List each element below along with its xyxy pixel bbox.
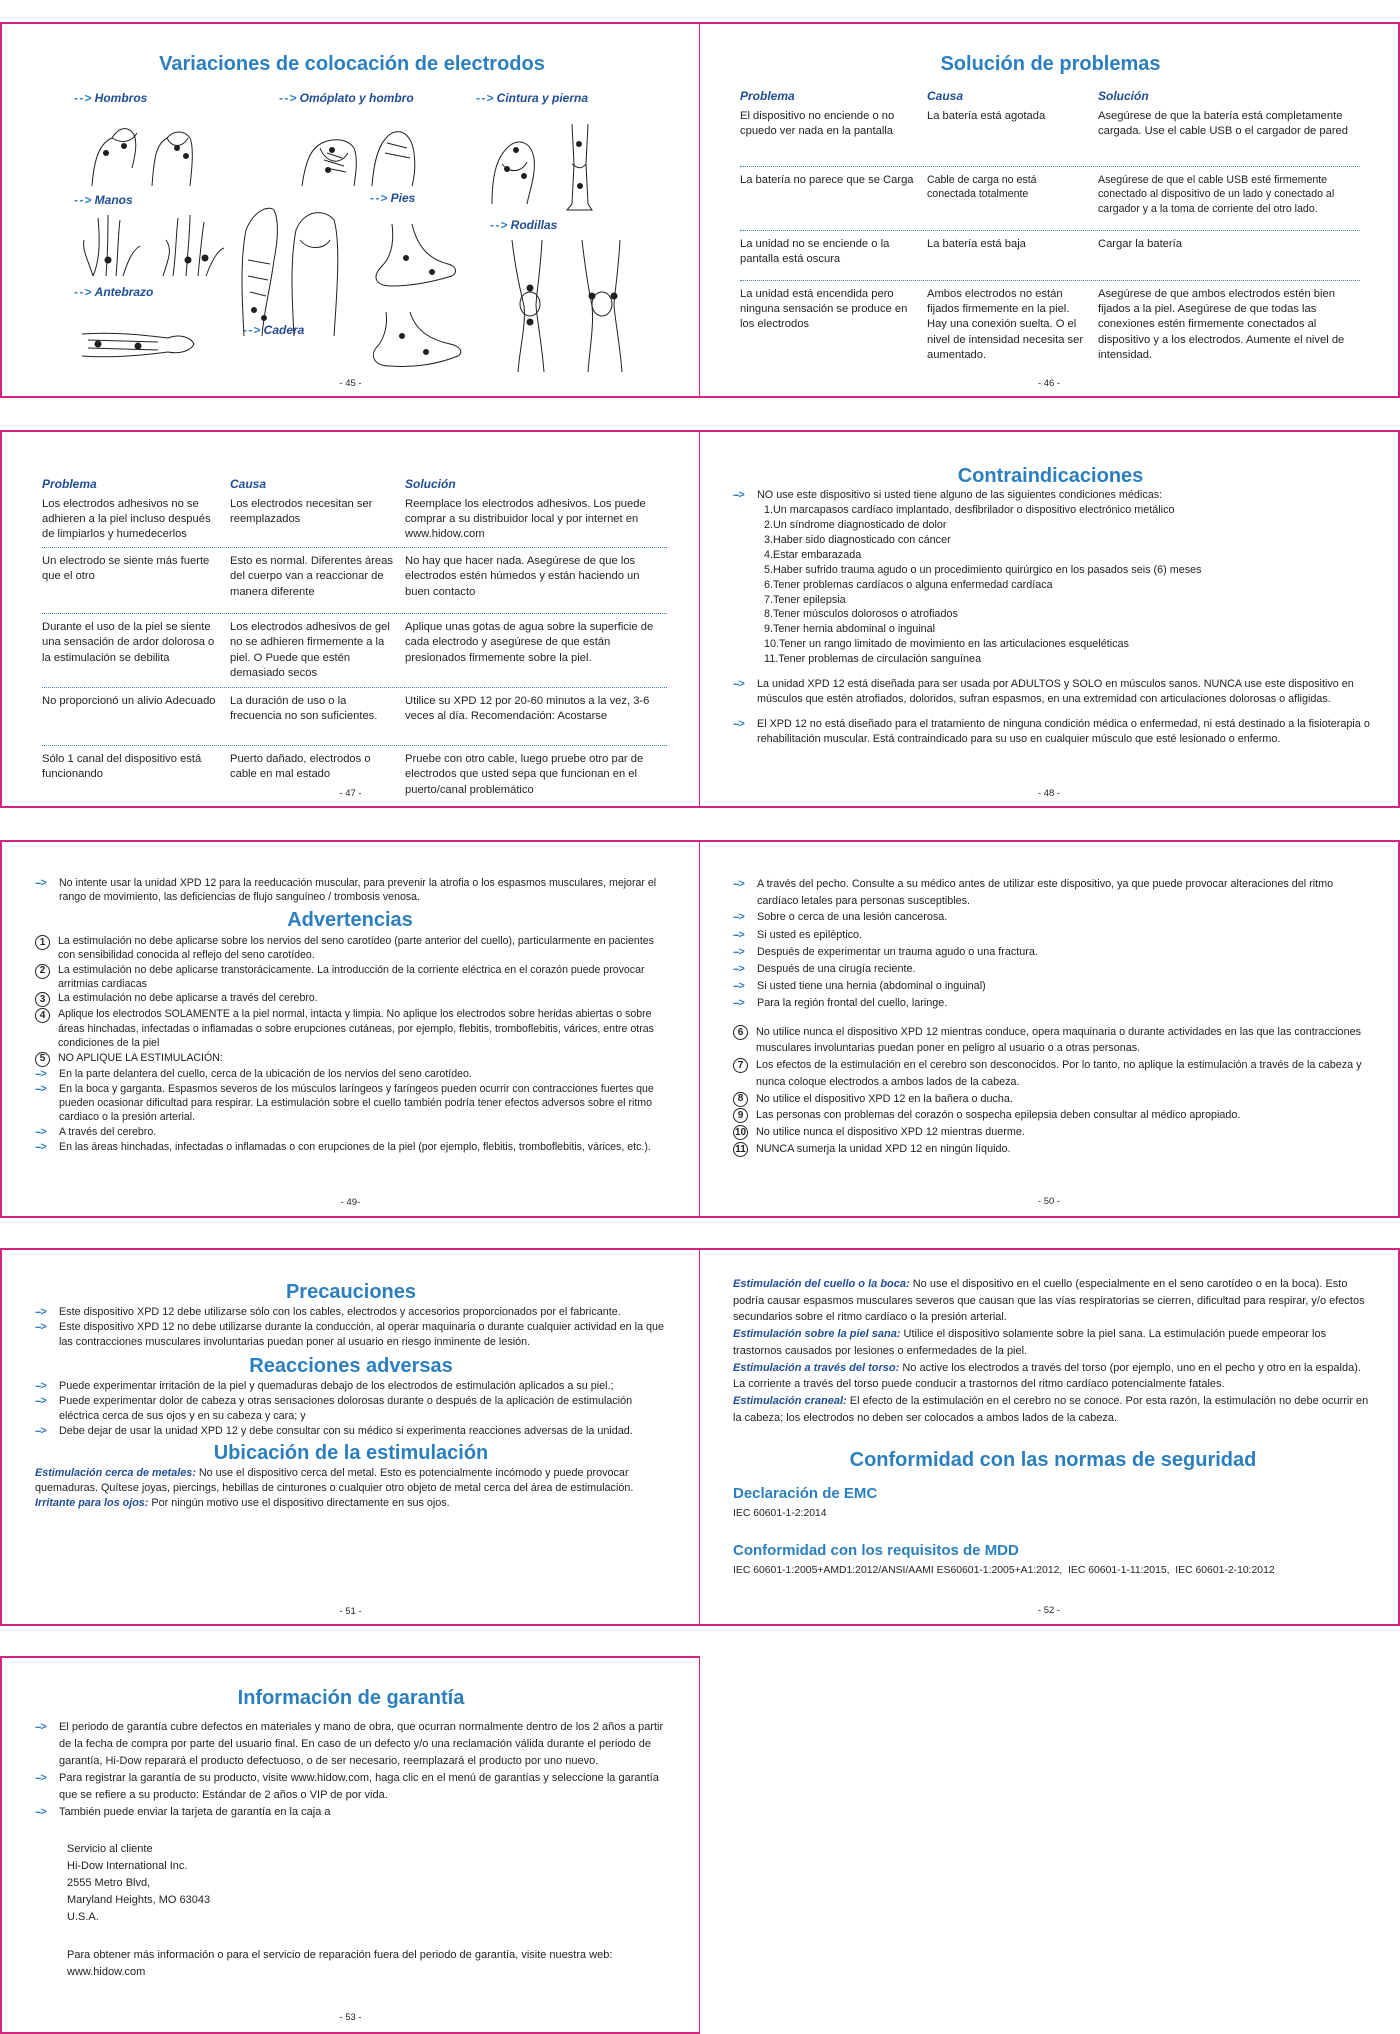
label-omoplato: - - > Omóplato y hombro <box>279 91 414 105</box>
paragraph: Estimulación del cuello o la boca: No use el dispositivo en el cuello (especialmente en el seno carotídeo o en la boca). Esto podría causar espasmos musculares severos que causan que las vías respiratorias se cierren, dificultad para respirar, y/o efectos secundarios sobre el ritmo cardíaco o la presión arterial. <box>733 1278 1365 1324</box>
arrow-icon: --> <box>733 489 744 501</box>
page-number: - 45 - <box>339 377 362 389</box>
warning-item: 3 La estimulación no debe aplicarse a través del cerebro. <box>35 991 665 1007</box>
paragraph: Estimulación craneal: El efecto de la estimulación en el cerebro no se conoce. Por esta razón, la estimulación no debe ocurrir en la cabeza; los electrodos no deben ser colocados a ambos lados de la cabeza. <box>733 1395 1369 1424</box>
page-number: - 53 - <box>339 2012 362 2024</box>
page-48 <box>699 430 1400 808</box>
label-pies: - - > Pies <box>370 191 416 205</box>
arrow-icon: --> <box>35 1424 46 1437</box>
arrow-icon: --> <box>35 877 46 889</box>
hands-illustration <box>78 210 228 278</box>
foot-side-illustration <box>366 306 466 372</box>
list-item: 11.Tener problemas de circulación sanguínea <box>764 653 982 666</box>
arrow-icon: --> <box>733 945 744 958</box>
hip-illustration <box>234 200 344 340</box>
page-number: - 52 - <box>1037 1604 1061 1616</box>
list-item: Puede experimentar irritación de la piel y quemaduras debajo de los electrodos de estimulación aplicados a su piel.; <box>59 1379 614 1392</box>
sub-item: En la boca y garganta. Espasmos severos de los músculos laríngeos y faríngeos pueden ocurrir con contracciones fuertes que pueden ocasionar dificultad para respirar. La estimulación sobre el cuello también podría tener efectos adversos sobre el ritmo cardiaco o la presión arterial. <box>59 1082 654 1124</box>
shoulders-illustration <box>82 108 202 188</box>
page-number: - 50 - <box>1037 1196 1061 1208</box>
sub-item: Si usted es epiléptico. <box>757 928 863 941</box>
warning-item: 11 NUNCA sumerja la unidad XPD 12 en ningún líquido. <box>733 1141 1373 1158</box>
label-cadera: - - > Cadera <box>243 323 305 337</box>
warning-item: 10 No utilice nunca el dispositivo XPD 12 mientras duerme. <box>734 1126 1025 1139</box>
address-line: Servicio al cliente <box>67 1843 153 1856</box>
list-item: Debe dejar de usar la unidad XPD 12 y debe consultar con su médico si experimenta reacciones adversas de la unidad. <box>59 1424 633 1437</box>
warning-item: 2 La estimulación no debe aplicarse transtorácicamente. La introducción de la corriente eléctrica en el corazón puede provocar arritmias cardiacas <box>35 963 665 992</box>
table-row: La unidad está encendida pero ninguna sensación se produce en los electrodos Ambos electrodos no están fijados firmemente en la piel. Hay una conexión suelta. O el nivel de intensidad necesita ser aumentado. Asegúrese de que ambos electrodos estén bien fijados a la piel. Asegúrese de que todas las conexiones estén firmemente conectados al dispositivo y a los electrodos. Aumente el nivel de intensidad. <box>740 287 1345 362</box>
address-line: 2555 Metro Blvd, <box>67 1877 151 1890</box>
col-header-solution: Solución <box>405 477 456 491</box>
arrow-icon: --> <box>733 996 744 1009</box>
col-header-solution: Solución <box>1098 89 1149 103</box>
warning-item: 8 No utilice el dispositivo XPD 12 en la bañera o ducha. <box>733 1091 1373 1108</box>
table-row: La batería no parece que se Carga Cable de carga no está conectada totalmente Asegúrese de que el cable USB esté firmemente conectado al dispositivo de un lado y conectado al cargador y a la toma de corriente del otro lado. <box>740 173 1360 231</box>
section-title-precauciones: Precauciones <box>285 1281 417 1303</box>
address-line: Hi-Dow International Inc. <box>67 1860 188 1873</box>
table-row: Durante el uso de la piel se siente una sensación de ardor dolorosa o la estimulación se debilita Los electrodos adhesivos de gel no se adhieren firmemente a la piel. O Puede que estén demasiado secos Aplique unas gotas de agua sobre la superficie de cada electrodo y asegúrese de que están presionados firmemente sobre la piel. <box>42 620 667 688</box>
label-cintura: - - > Cintura y pierna <box>476 91 589 105</box>
paragraph: Estimulación a través del torso: No active los electrodos a través del torso (por ejemplo, uno en el pecho y otro en la espalda). La corriente a través del torso puede conducir a trastornos del ritmo cardíaco potencialmente fatales. <box>733 1361 1361 1391</box>
contra-intro: NO use este dispositivo si usted tiene alguno de las siguientes condiciones médicas: <box>757 489 1163 501</box>
more-info: Para obtener más información o para el servicio de reparación fuera del periodo de garantía, visite nuestra web: www.hidow.com <box>67 1948 613 1978</box>
page-47 <box>0 430 700 808</box>
page-number: - 48 - <box>1037 787 1061 799</box>
section-title-advertencias: Advertencias <box>287 908 413 931</box>
sub-item: Después de una cirugía reciente. <box>757 962 916 975</box>
page-50 <box>699 840 1400 1218</box>
arrow-icon: --> <box>733 717 744 730</box>
sub-item: En las áreas hinchadas, infectadas o inflamadas o con erupciones de la piel (por ejemplo, flebitis, tromboflebitis, várices, etc.). <box>59 1140 651 1153</box>
list-item: 3.Haber sido diagnosticado con cáncer <box>764 533 951 546</box>
warning-item: 5 NO APLIQUE LA ESTIMULACIÓN: <box>35 1051 665 1067</box>
table-row: Un electrodo se siente más fuerte que el otro Esto es normal. Diferentes áreas del cuerpo van a reaccionar de manera diferente No hay que hacer nada. Asegúrese de que los electrodos estén húmedos y están haciendo un buen contacto <box>42 554 667 614</box>
paragraph: Estimulación sobre la piel sana: Utilice el dispositivo solamente sobre la piel sana. La estimulación puede empeorar los trastornos causados por lesiones o enfermedades de la piel. <box>733 1328 1327 1357</box>
emc-value: IEC 60601-1-2:2014 <box>733 1508 827 1520</box>
list-item: También puede enviar la tarjeta de garantía en la caja a <box>59 1806 331 1819</box>
warning-item: 4 Aplique los electrodos SOLAMENTE a la piel normal, intacta y limpia. No aplique los electrodos sobre heridas abiertas o sobre áreas hinchadas, infectadas o inflamadas o sobre erupciones cutáneas, por ejemplo, flebitis, tromboflebitis, várices, entre otras condiciones de la piel <box>35 1007 665 1050</box>
mdd-value: IEC 60601-1:2005+AMD1:2012/ANSI/AAMI ES60601-1:2005+A1:2012, IEC 60601-1-11:2015, IEC 60601-2-10:2012 <box>733 1564 1275 1576</box>
list-item: 2.Un síndrome diagnosticado de dolor <box>764 519 947 532</box>
arrow-icon: --> <box>733 979 744 992</box>
list-item: Para registrar la garantía de su producto, visite www.hidow.com, haga clic en el menú de garantías y seleccione la garantía que se refiere a su producto: Estándar de 2 años o VIP de por vida. <box>59 1772 659 1802</box>
list-item: 9.Tener hernia abdominal o inguinal <box>764 623 936 636</box>
label-hombros: - - > Hombros <box>74 91 148 105</box>
label-manos: - - > Manos <box>74 193 133 207</box>
table-row: La unidad no se enciende o la pantalla está oscura La batería está baja Cargar la batería <box>740 237 1360 281</box>
page-number: - 51 - <box>339 1605 362 1617</box>
address-line: U.S.A. <box>67 1911 99 1924</box>
list-item: 4.Estar embarazada <box>764 548 862 561</box>
arrow-icon: --> <box>733 911 744 924</box>
troubleshoot-table-continued <box>42 476 667 808</box>
col-header-cause: Causa <box>927 89 964 103</box>
col-header-problem: Problema <box>42 477 97 491</box>
arrow-icon: --> <box>35 1806 46 1819</box>
arrow-icon: --> <box>733 878 744 890</box>
address-block <box>35 1841 667 1926</box>
list-item: 7.Tener epilepsia <box>764 593 846 606</box>
warning-intro: No intente usar la unidad XPD 12 para la reeducación muscular, para prevenir la atrofia o los espasmos musculares, mejorar el rango de movimiento, las deficiencias de flujo sanguíneo / trombosis venosa. <box>59 877 657 904</box>
arrow-icon: --> <box>35 1082 46 1095</box>
list-item: El periodo de garantía cubre defectos en materiales y mano de obra, que ocurran normalmente dentro de los 2 años a partir de la fecha de compra por parte del usuario final. En caso de un defecto y/o una reclamación válida durante el periodo de garantía, Hi-Dow reparará el producto defectuoso, o de ser necesario, reemplazará el producto por uno nuevo. <box>59 1721 664 1768</box>
arrow-icon: --> <box>35 1379 46 1392</box>
page-53 <box>0 1656 700 2034</box>
warning-item: 6 No utilice nunca el dispositivo XPD 12 mientras conduce, opera maquinaria o durante actividades en las que las contracciones musculares involuntarias puedan poner en peligro al usuario o a otras personas. <box>733 1024 1373 1057</box>
paragraph: Estimulación cerca de metales: No use el dispositivo cerca del metal. Esto es potencialmente incómodo y puede provocar quemaduras. Quítese joyas, piercings, hebillas de cinturones o cualquier otro objeto de metal cerca del área de estimulación. <box>35 1467 634 1494</box>
sub-item: Si usted tiene una hernia (abdominal o inguinal) <box>757 979 986 992</box>
arrow-icon: --> <box>35 1395 46 1408</box>
arrow-icon: --> <box>35 1140 46 1153</box>
scapula-illustration <box>292 108 422 188</box>
sub-item: Para la región frontal del cuello, laringe. <box>757 996 948 1009</box>
section-title-reacciones: Reacciones adversas <box>249 1354 453 1377</box>
page-number: - 46 - <box>1037 377 1061 389</box>
label-rodillas: - - > Rodillas <box>490 218 558 232</box>
emc-heading: Declaración de EMC <box>733 1485 878 1503</box>
troubleshoot-table <box>740 88 1360 374</box>
list-item: 8.Tener músculos dolorosos o atrofiados <box>764 608 958 621</box>
label-antebrazo: - - > Antebrazo <box>74 285 154 299</box>
list-item: 5.Haber sufrido trauma agudo o un procedimiento quirúrgico en los pasados seis (6) meses <box>764 563 1202 576</box>
col-header-problem: Problema <box>740 89 795 103</box>
contra-list <box>733 503 1373 667</box>
contra-para-3: El XPD 12 no está diseñado para el tratamiento de ninguna condición médica o enfermedad, ni está destinado a la fisioterapia o rehabilitación muscular. Está contraindicado para su uso en cualquier músculo que esté lesionado o enfermo. <box>757 717 1370 745</box>
arrow-icon: --> <box>35 1067 46 1080</box>
list-item: Este dispositivo XPD 12 no debe utilizarse durante la conducción, al operar maquinaria o durante cualquier actividad en la que las contracciones musculares involuntarias puedan poner al usuario en riesgo inminente de lesión. <box>59 1321 665 1349</box>
arrow-icon: --> <box>35 1772 46 1785</box>
col-header-cause: Causa <box>230 477 267 491</box>
list-item: Puede experimentar dolor de cabeza y otras sensaciones dolorosas durante o después de la aplicación de estimulación eléctrica cerca de sus ojos y en su cabeza y cara; y <box>59 1395 633 1423</box>
knees-illustration <box>502 236 642 376</box>
paragraph: Irritante para los ojos: Por ningún motivo use el dispositivo directamente en sus ojos. <box>35 1496 450 1509</box>
list-item: 10.Tener un rango limitado de movimiento en las articulaciones esqueléticas <box>764 638 1129 651</box>
contra-para-2: La unidad XPD 12 está diseñada para ser usada por ADULTOS y SOLO en músculos sanos. NUNCA use este dispositivo en músculos que estén atrofiados, doloridos, sufran espasmos, en una extremidad con articulaciones dolorosas o afligidas. <box>757 677 1354 705</box>
waist-leg-illustration <box>472 114 642 214</box>
arrow-icon: --> <box>35 1306 46 1318</box>
section-title-ubicacion: Ubicación de la estimulación <box>213 1442 489 1465</box>
sub-item: Sobre o cerca de una lesión cancerosa. <box>757 911 948 924</box>
page-title: Contraindicaciones <box>957 465 1144 487</box>
page-46 <box>699 22 1400 398</box>
sub-item: En la parte delantera del cuello, cerca de la ubicación de los nervios del seno carotídeo. <box>59 1067 472 1080</box>
arrow-icon: --> <box>35 1321 46 1334</box>
page-52 <box>699 1248 1400 1626</box>
sub-item: Después de experimentar un trauma agudo o una fractura. <box>757 945 1038 958</box>
section-title-conformidad: Conformidad con las normas de seguridad <box>849 1449 1257 1472</box>
list-item: 6.Tener problemas cardíacos o alguna enfermedad cardíaca <box>764 578 1053 591</box>
page-number: - 47 - <box>339 787 362 799</box>
page-45 <box>0 22 700 398</box>
warning-item: 7 Los efectos de la estimulación en el cerebro son desconocidos. Por lo tanto, no aplique la estimulación a través de la cabeza y nunca coloque electrodos a ambos lados de la cabeza. <box>733 1057 1373 1090</box>
warning-item: 9 Las personas con problemas del corazón o sospecha epilepsia deben consultar al médico apropiado. <box>733 1107 1373 1124</box>
page-49 <box>0 840 700 1218</box>
page-51 <box>0 1248 700 1626</box>
page-title: Solución de problemas <box>940 53 1161 75</box>
table-row: Los electrodos adhesivos no se adhieren a la piel incluso después de limpiarlos y humedecerlos Los electrodos necesitan ser reemplazados Reemplace los electrodos adhesivos. Los puede comprar a su distribuidor local y por internet en www.hidow.com <box>42 497 667 548</box>
list-item: 1.Un marcapasos cardíaco implantado, desfibrilador o dispositivo electrónico metálico <box>764 504 1175 517</box>
sub-item: A través del cerebro. <box>59 1125 157 1138</box>
arrow-icon: --> <box>733 928 744 941</box>
page-number: - 49- <box>340 1197 361 1209</box>
forearm-illustration <box>78 304 198 380</box>
table-row: Sólo 1 canal del dispositivo está funcionando Puerto dañado, electrodos o cable en mal estado Pruebe con otro cable, luego pruebe otro par de electrodos que usted sepa que funcionan en el puerto/canal problemático <box>42 752 644 796</box>
sub-item: A través del pecho. Consulte a su médico antes de utilizar este dispositivo, ya que puede provocar alteraciones del ritmo cardíaco letales para personas susceptibles. <box>757 878 1334 907</box>
table-row: El dispositivo no enciende o no cpuedo ver nada en la pantalla La batería está agotada Asegúrese de que la batería está completamente cargada. Use el cable USB o el cargador de pared <box>740 109 1360 167</box>
table-row: No proporcionó un alivio Adecuado La duración de uso o la frecuencia no son suficientes. Utilice su XPD 12 por 20-60 minutos a la vez, 3-6 veces al día. Recomendación: Acostarse <box>42 694 667 746</box>
warning-item: 1 La estimulación no debe aplicarse sobre los nervios del seno carotídeo (parte anterior del cuello), particularmente en pacientes con sensibilidad conocida al reflejo del seno carotídeo. <box>35 934 665 963</box>
mdd-heading: Conformidad con los requisitos de MDD <box>733 1542 1019 1560</box>
page-title: Variaciones de colocación de electrodos <box>159 53 545 75</box>
arrow-icon: --> <box>733 677 744 690</box>
arrow-icon: --> <box>35 1721 46 1733</box>
address-line: Maryland Heights, MO 63043 <box>67 1894 211 1907</box>
arrow-icon: --> <box>35 1125 46 1138</box>
arrow-icon: --> <box>733 962 744 975</box>
list-item: Este dispositivo XPD 12 debe utilizarse sólo con los cables, electrodos y accesorios proporcionados por el fabricante. <box>59 1306 621 1318</box>
section-title-garantia: Información de garantía <box>237 1687 465 1709</box>
feet-illustration <box>362 220 462 290</box>
